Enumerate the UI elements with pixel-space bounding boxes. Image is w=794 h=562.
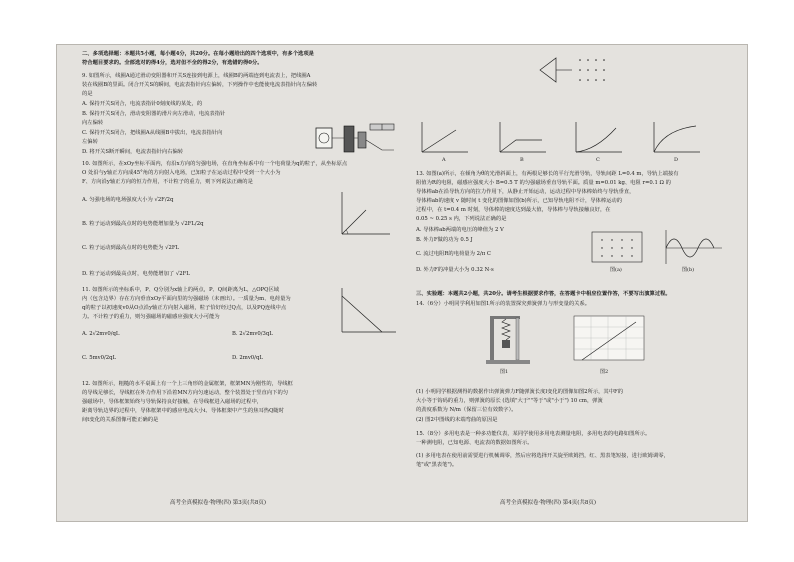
text-line: 的导线足够长，导线框在外力作用下沿着MN方向匀速运动，整个装置处于竖直向下的匀	[82, 390, 289, 396]
text-line: B. 外力F做的功为 0.5 J	[416, 237, 473, 243]
text-line: A. 2√2mv0/qL	[82, 331, 120, 337]
text-line: 力。不计粒子的重力，则匀强磁场的磁感应强度大小可能为	[82, 314, 220, 320]
text-line: C. 保持开关S闭合，把线圈A从线圈B中拔出，电流表指针向	[82, 130, 223, 136]
text-line: q的粒子以初速度v0从O点沿y轴正方向射入磁场，粒子恰好经过Q点，以及PQ连线中点	[82, 305, 287, 311]
figure-caption: 图(a)	[610, 267, 622, 273]
triangle-field-figure-icon	[338, 286, 398, 336]
text-line: O 处沿与y轴正方向成45°角的方向射入电场，已知粒子在运动过程中受到一个大小为	[82, 170, 281, 176]
text-line: A. 保持开关S闭合，电流表指针0刻度线的某处，的	[82, 101, 203, 107]
right-page	[416, 50, 734, 505]
option-label: A	[442, 157, 446, 163]
text-line: 11. 如图所示的坐标系中，P、Q分别为x轴上的两点，P、Q间距离为L，△OPQ区域	[82, 287, 280, 293]
text-line: 14.（6分）小明同学利用如图1所示的装置探究弹簧弹力与形变量的关系。	[416, 301, 591, 307]
coordinate-axis-figure-icon	[336, 190, 392, 240]
text-line: C. 粒子运动到最高点时的电势能为 √2FL	[82, 245, 180, 251]
text-line: 导体棒ab的速度 v 随时间 t 变化的图像如图(b)所示，已知导轨电阻不计，导体棒运动的	[416, 198, 623, 204]
circuit-figure-icon	[314, 120, 398, 160]
text-line: D. 粒子运动到最高点时，电势能增加了 √2FL	[82, 271, 190, 277]
text-line: 向左偏转	[82, 120, 104, 126]
text-line: 符合题目要求的。全部选对的得4分，选对但不全的得2分，有选错的得0分。	[82, 60, 263, 66]
text-line: C. 5mv0/2qL	[82, 355, 117, 361]
text-line: 内（包含边界）存在方向垂直xOy平面向里的匀强磁场（未画出）。一质量为m、电荷量为	[82, 296, 291, 302]
figure-caption: 图(b)	[682, 267, 695, 273]
text-line: (1) 多用电表在使用前需要进行机械调零，然后应将选择开关旋至欧姆挡，红、黑表笔短接，进行欧姆调零，	[416, 453, 669, 459]
text-line: F、方向沿y轴正方向的恒力作用，不计粒子的重力，则下列说法正确的是	[82, 179, 253, 185]
text-line: 强磁场中，导体框架始终与导轨保持良好接触，在导线框进入磁场的过程中，	[82, 399, 263, 405]
page-footer-left: 高考全真模拟卷·物理(四) 第3页(共8页)	[170, 500, 267, 506]
text-line: 笔"或"黑表笔")。	[416, 462, 458, 468]
left-page	[82, 50, 400, 505]
text-line: A. 导体棒ab两端的电压的峰值为 2 V	[416, 227, 504, 233]
page-footer-right: 高考全真模拟卷·物理(四) 第4页(共8页)	[500, 500, 597, 506]
option-label: D	[674, 157, 679, 163]
text-line: D. 将开关S断开瞬间，电流表指针向右偏转	[82, 149, 184, 155]
text-line: D. 外力F的冲量大小为 0.32 N·s	[416, 267, 494, 273]
section-heading: 三、实验题：本题共2小题，共20分。请考生根据要求作答，在答题卡中相应位置作答，不要写出演算过程。	[416, 291, 671, 297]
text-line: A. 匀强电场的电场强度大小为 √2F/2q	[82, 197, 174, 203]
text-line: 装在线圈B的里面。闭合开关S的瞬间，电流表指针向左偏转，下列操作中也能使电流表指针向左偏转	[82, 82, 318, 88]
text-line: 距离导轨边界的过程中，导体框架中的感应电流大小i、导体框架中产生的焦耳热Q随时	[82, 408, 285, 414]
text-line: B. 粒子运动到最高点时的电势能增加量为 √2FL/2q	[82, 221, 204, 227]
answer-graphs-icon	[416, 118, 734, 158]
spring-experiment-figure-icon	[486, 312, 656, 368]
text-line: B. 保持开关S闭合，滑动变阻器的滑片向左滑动，电流表指针	[82, 111, 226, 117]
text-line: 12. 如图所示，粗糙的水平桌面上有一个上三角形的金属框架，框架MN为刚性的，导线框	[82, 381, 293, 387]
text-line: B. 2√2mv0/3qL	[232, 331, 273, 337]
text-line: D. 2mv0/qL	[232, 355, 263, 361]
text-line: 导体棒ab在沿导轨方向的拉力作用下，从静止开始运动，运动过程中导体棒始终与导轨垂直，	[416, 189, 635, 195]
text-line: 的是	[82, 91, 93, 97]
text-line: 9. 如图所示，线圈A通过滑动变阻器和开关S连接到电源上，线圈B的两端连到电流表上，把线圈A	[82, 73, 311, 79]
text-line: 一种测电阻，已知电源、电流表的数据如图所示。	[416, 440, 533, 446]
text-line: 10. 如图所示，在xOy坐标平面内，有沿x方向的匀强电场，在直角坐标系中有一个电荷量为q的粒子，从坐标原点	[82, 161, 348, 167]
text-line: (1) 小明同学根据测得的数据作出弹簧弹力F随弹簧长度l变化的图像如图2所示，其中F的	[416, 389, 623, 395]
text-line: (2) 图2中图线的末端弯曲的原因是	[416, 417, 498, 423]
figure-caption: 图1	[500, 369, 509, 375]
text-line: 13. 如图(a)所示，在倾角为θ的光滑斜面上，有两根足够长的平行光滑导轨，导轨间距 L=0.4 m，导轨上端接有	[416, 171, 679, 177]
text-line: 15.（8分）多用电表是一种多功能仪表，某同学使用多用电表测量电阻，多用电表的电路如图所示。	[416, 431, 651, 437]
text-line: C. 流过电阻R的电荷量为 2/π C	[416, 251, 491, 257]
text-line: 大小等于钩码的重力，则弹簧的原长 (选填"大于""等于"或"小于") 10 cm，弹簧	[416, 398, 603, 404]
text-line: 左偏转	[82, 139, 98, 145]
option-label: C	[596, 157, 600, 163]
text-line: 的劲度系数为 N/m（保留三位有效数字）。	[416, 407, 517, 413]
text-line: 过程中，在 t=0.4 m 时刻，导体棒的速度达到最大值，导体棒与导轨接触良好，在	[416, 207, 611, 213]
figure-caption: 图2	[600, 369, 609, 375]
option-label: B	[520, 157, 524, 163]
text-line: 间t变化的关系图像可能正确的是	[82, 417, 159, 423]
text-line: 二、多项选择题：本题共5小题，每小题4分，共20分。在每小题给出的四个选项中，有多个选项是	[82, 51, 314, 57]
induction-figures-icon	[586, 228, 726, 268]
text-line: 0.05 ~ 0.25 s 内，下列说法正确的是	[416, 216, 507, 222]
text-line: 阻值为R的电阻，磁感应强度大小 B=0.5 T 的匀强磁场垂直导轨平面。质量 m=0.01 kg、电阻 r=0.1 Ω 的	[416, 180, 671, 186]
field-dots-figure-icon	[536, 50, 616, 90]
